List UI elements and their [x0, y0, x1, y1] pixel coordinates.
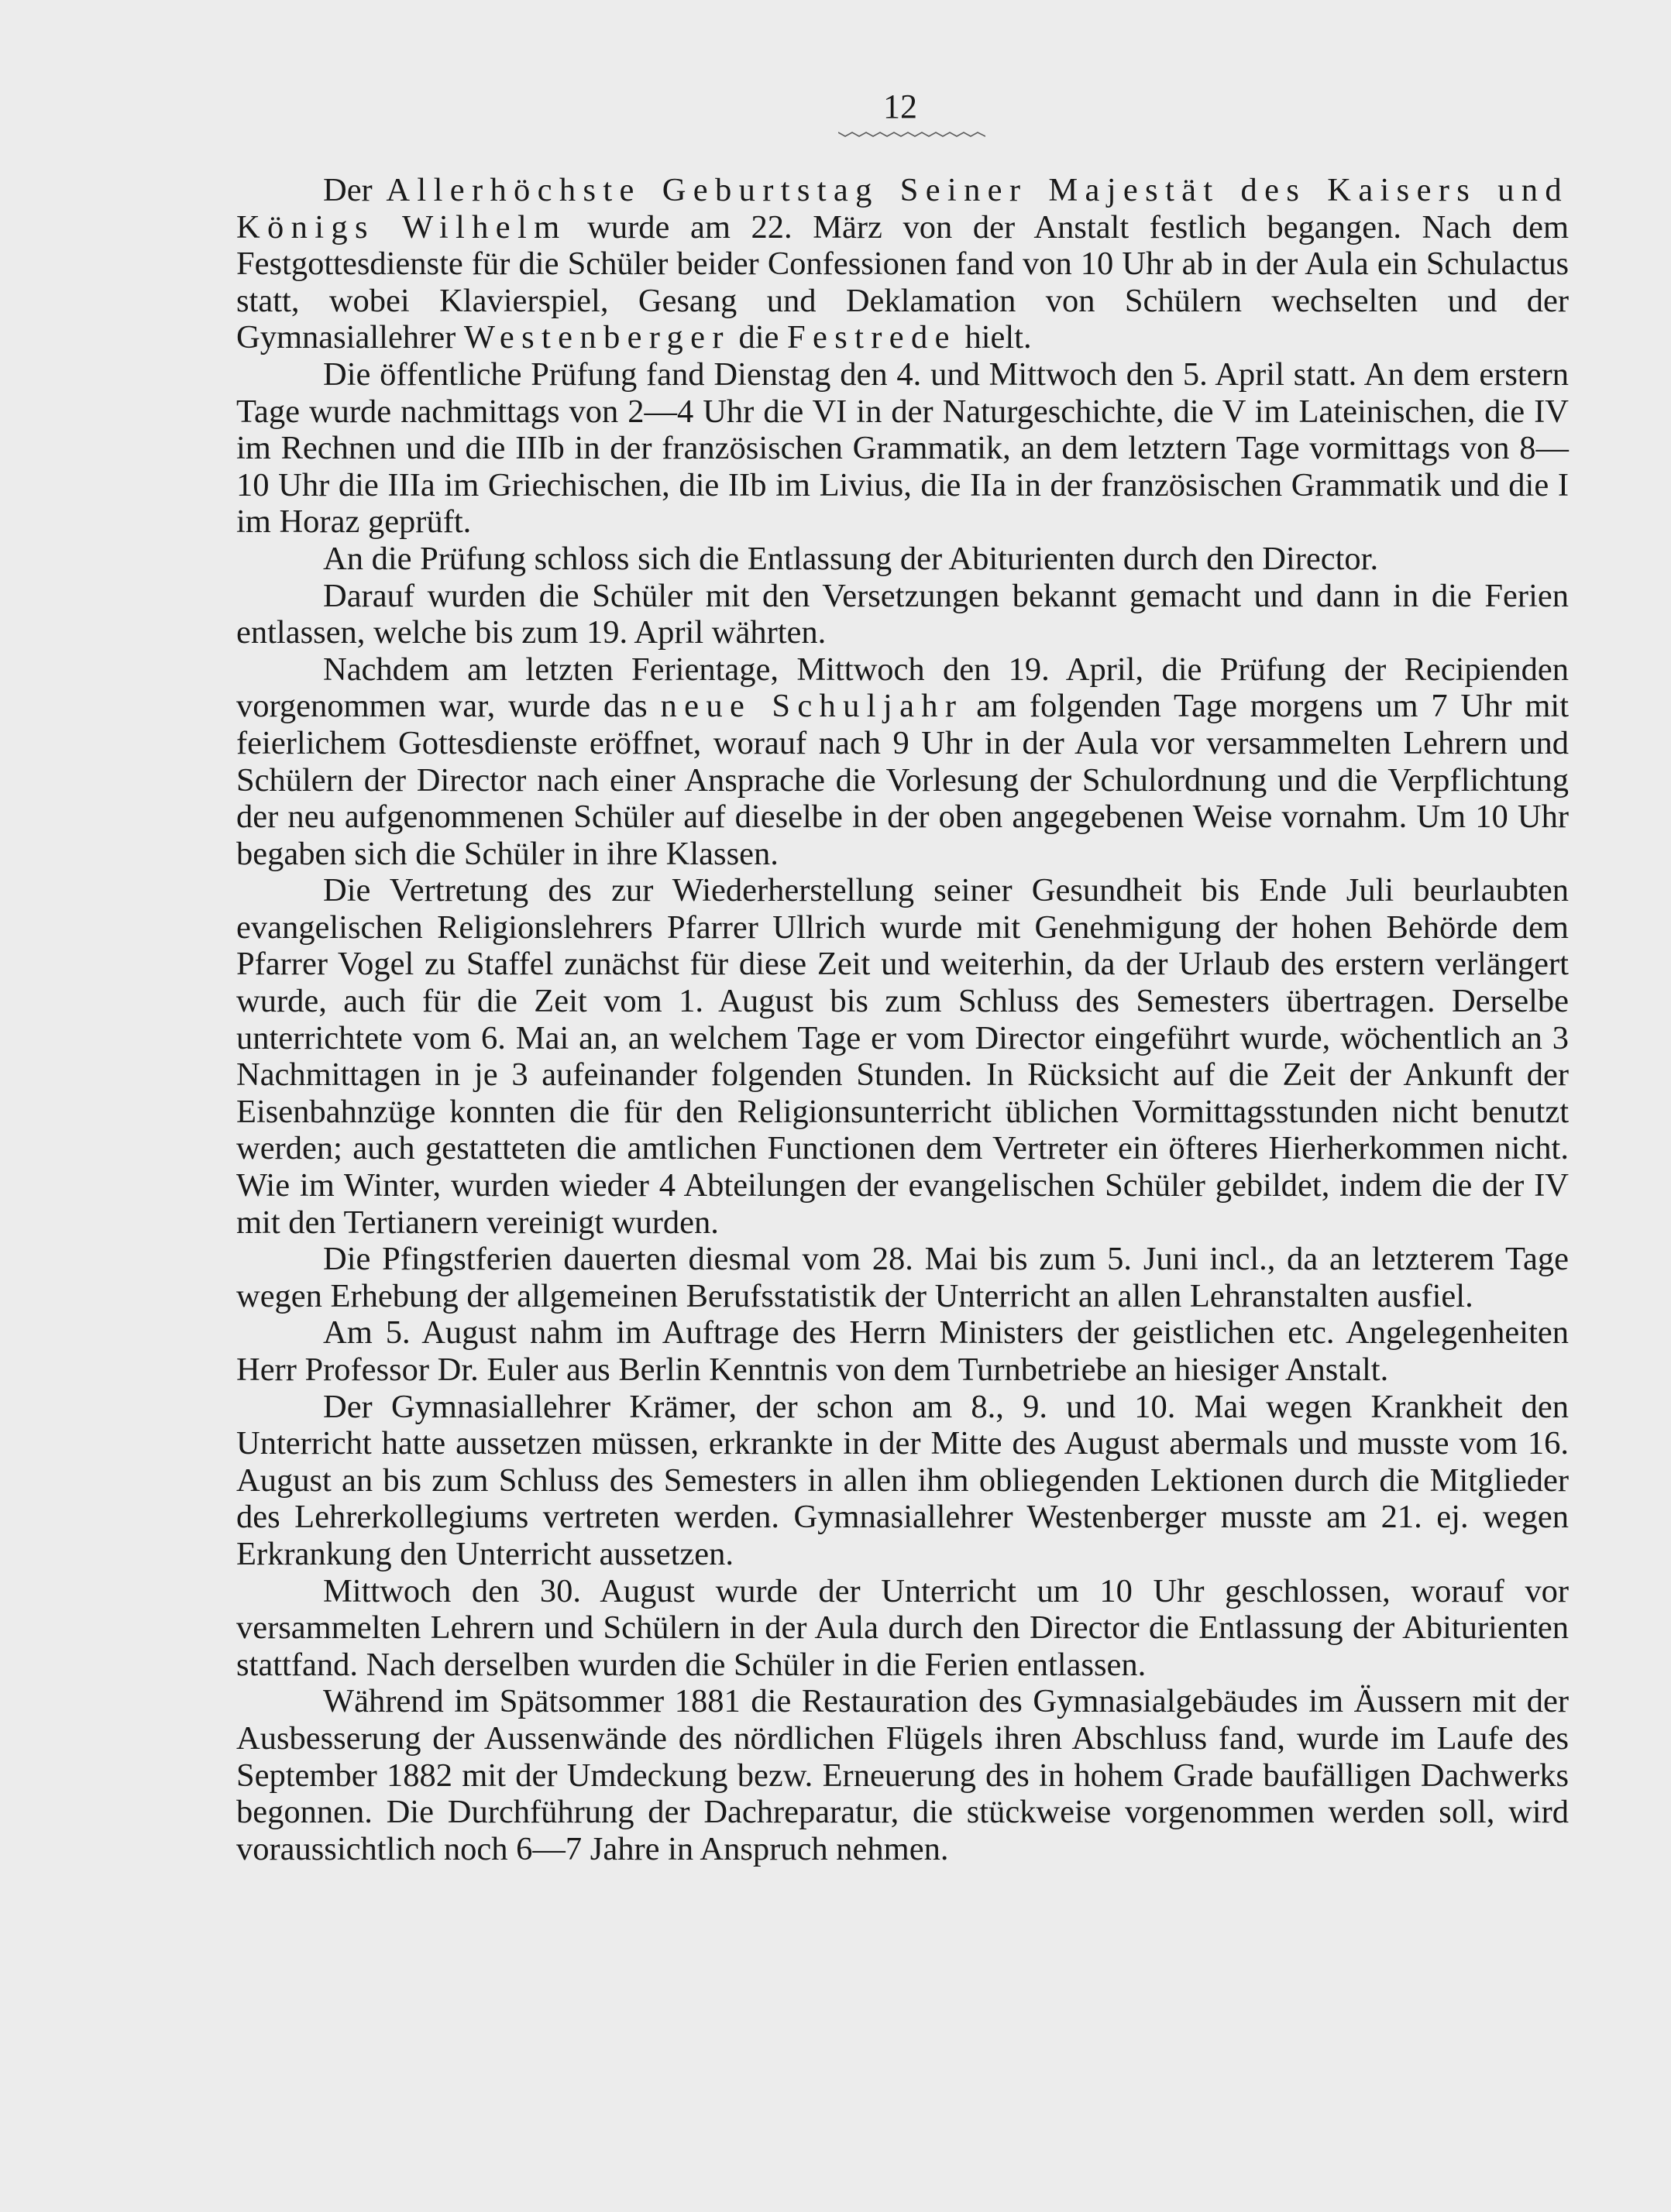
paragraph [236, 541, 1569, 578]
paragraph-text: wurde am 22. März von der Anstalt festlich begangen. Nach dem Festgottesdienste für die Schüler beider Confessionen fand von 10 Uhr ab in der Aula ein Schulactus statt, wobei Klavierspiel, Gesang und Deklamation von Schülern wechselten und der Gymnasiallehrer [236, 208, 1569, 356]
paragraph [236, 1314, 1569, 1388]
paragraph-text: hielt. [956, 319, 1032, 356]
paragraph [236, 1389, 1569, 1573]
paragraph-text: Die Vertretung des zur Wiederherstellung seiner Gesundheit bis Ende Juli beurlaubten evangelischen Religionslehrers Pfarrer Ullrich wurde mit Genehmigung der hohen Behörde dem Pfarrer Vogel zu Staffel zunächst für diese Zeit und weiterhin, da der Urlaub des erstern verlängert wurde, auch für die Zeit vom 1. August bis zum Schluss des Semesters übertragen. Derselbe unterrichtete vom 6. Mai an, an welchem Tage er vom Director eingeführt wurde, wöchentlich an 3 Nachmittagen in je 3 aufeinander folgenden Stunden. In Rücksicht auf die Zeit der Ankunft der Eisenbahnzüge konnten die für den Religionsunterricht üblichen Vormittagsstunden nicht benutzt werden; auch gestatteten die amtlichen Functionen dem Vertreter ein öfteres Hierherkommen nicht. Wie im Winter, wurden wieder 4 Abteilungen der evangelischen Schüler gebildet, indem die der IV mit den Tertianern vereinigt wurden. [236, 872, 1569, 1241]
paragraph [236, 356, 1569, 541]
paragraph-text: Am 5. August nahm im Auftrage des Herrn Ministers der geistlichen etc. Angelegenheiten Herr Professor Dr. Euler aus Berlin Kenntnis von dem Turnbetriebe an hiesiger Anstalt. [236, 1314, 1569, 1388]
spaced-emphasis-text: Allerhöchste Geburtstag Seiner Majestät des Kaisers und Königs Wilhelm [236, 172, 1569, 246]
paragraph [236, 1241, 1569, 1314]
page-number: 12 [883, 88, 917, 125]
paragraph-text: Die öffentliche Prüfung fand Dienstag den 4. und Mittwoch den 5. April statt. An dem erstern Tage wurde nachmittags von 2—4 Uhr die VI in der Naturgeschichte, die V im Lateinischen, die IV im Rechnen und die IIIb in der französischen Grammatik, an dem letztern Tage vormittags von 8—10 Uhr die IIIa im Griechischen, die IIb im Livius, die IIa in der französischen Grammatik und die I im Horaz geprüft. [236, 356, 1569, 541]
paragraph [236, 651, 1569, 873]
decorative-rule [838, 130, 985, 138]
paragraph-text: Der [323, 172, 387, 208]
spaced-emphasis-text: neue Schuljahr [660, 688, 964, 725]
spaced-emphasis-text: Westenberger [463, 319, 731, 356]
paragraph-text: Darauf wurden die Schüler mit den Versetzungen bekannt gemacht und dann in die Ferien entlassen, welche bis zum 19. April währten. [236, 577, 1569, 651]
paragraph-text: Der Gymnasiallehrer Krämer, der schon am 8., 9. und 10. Mai wegen Krankheit den Unterricht hatte aussetzen müssen, erkrankte in der Mitte des August abermals und musste vom 16. August an bis zum Schluss des Semesters in allen ihm obliegenden Lektionen durch die Mitglieder des Lehrerkollegiums vertreten werden. Gymnasiallehrer Westenberger musste am 21. ej. wegen Erkrankung den Unterricht aussetzen. [236, 1388, 1569, 1572]
paragraph [236, 872, 1569, 1241]
paragraph-text: An die Prüfung schloss sich die Entlassung der Abiturienten durch den Director. [323, 540, 1379, 577]
spaced-emphasis-text: Festrede [787, 319, 957, 356]
paragraph-text: Während im Spätsommer 1881 die Restauration des Gymnasialgebäudes im Äussern mit der Ausbesserung der Aussenwände des nördlichen Flügels ihren Abschluss fand, wurde im Laufe des September 1882 mit der Umdeckung bezw. Erneuerung des in hohem Grade baufälligen Dachwerks begonnen. Die Durchführung der Dachreparatur, die stückweise vorgenommen werden soll, wird voraussichtlich noch 6—7 Jahre in Anspruch nehmen. [236, 1683, 1569, 1867]
paragraph-text: Die Pfingstferien dauerten diesmal vom 28. Mai bis zum 5. Juni incl., da an letzterem Tage wegen Erhebung der allgemeinen Berufsstatistik der Unterricht an allen Lehranstalten ausfiel. [236, 1241, 1569, 1314]
paragraph [236, 1683, 1569, 1867]
paragraph [236, 1573, 1569, 1684]
body-text [236, 172, 1569, 1867]
paragraph-text: am folgenden Tage morgens um 7 Uhr mit feierlichem Gottesdienste eröffnet, worauf nach 9 Uhr in der Aula vor versammelten Lehrern und Schülern der Director nach einer Ansprache die Vorlesung der Schulordnung und die Verpflichtung der neu aufgenommenen Schüler auf dieselbe in der oben angegebenen Weise vornahm. Um 10 Uhr begaben sich die Schüler in ihre Klassen. [236, 688, 1569, 872]
paragraph [236, 172, 1569, 356]
paragraph-text: die [730, 319, 788, 356]
paragraph-text: Nachdem am letzten Ferientage, Mittwoch den 19. April, die Prüfung der Recipienden vorgenommen war, wurde das [236, 651, 1569, 725]
paragraph-text: Mittwoch den 30. August wurde der Unterricht um 10 Uhr geschlossen, worauf vor versammelten Lehrern und Schülern in der Aula durch den Director die Entlassung der Abiturienten stattfand. Nach derselben wurden die Schüler in die Ferien entlassen. [236, 1572, 1569, 1683]
paragraph [236, 578, 1569, 651]
